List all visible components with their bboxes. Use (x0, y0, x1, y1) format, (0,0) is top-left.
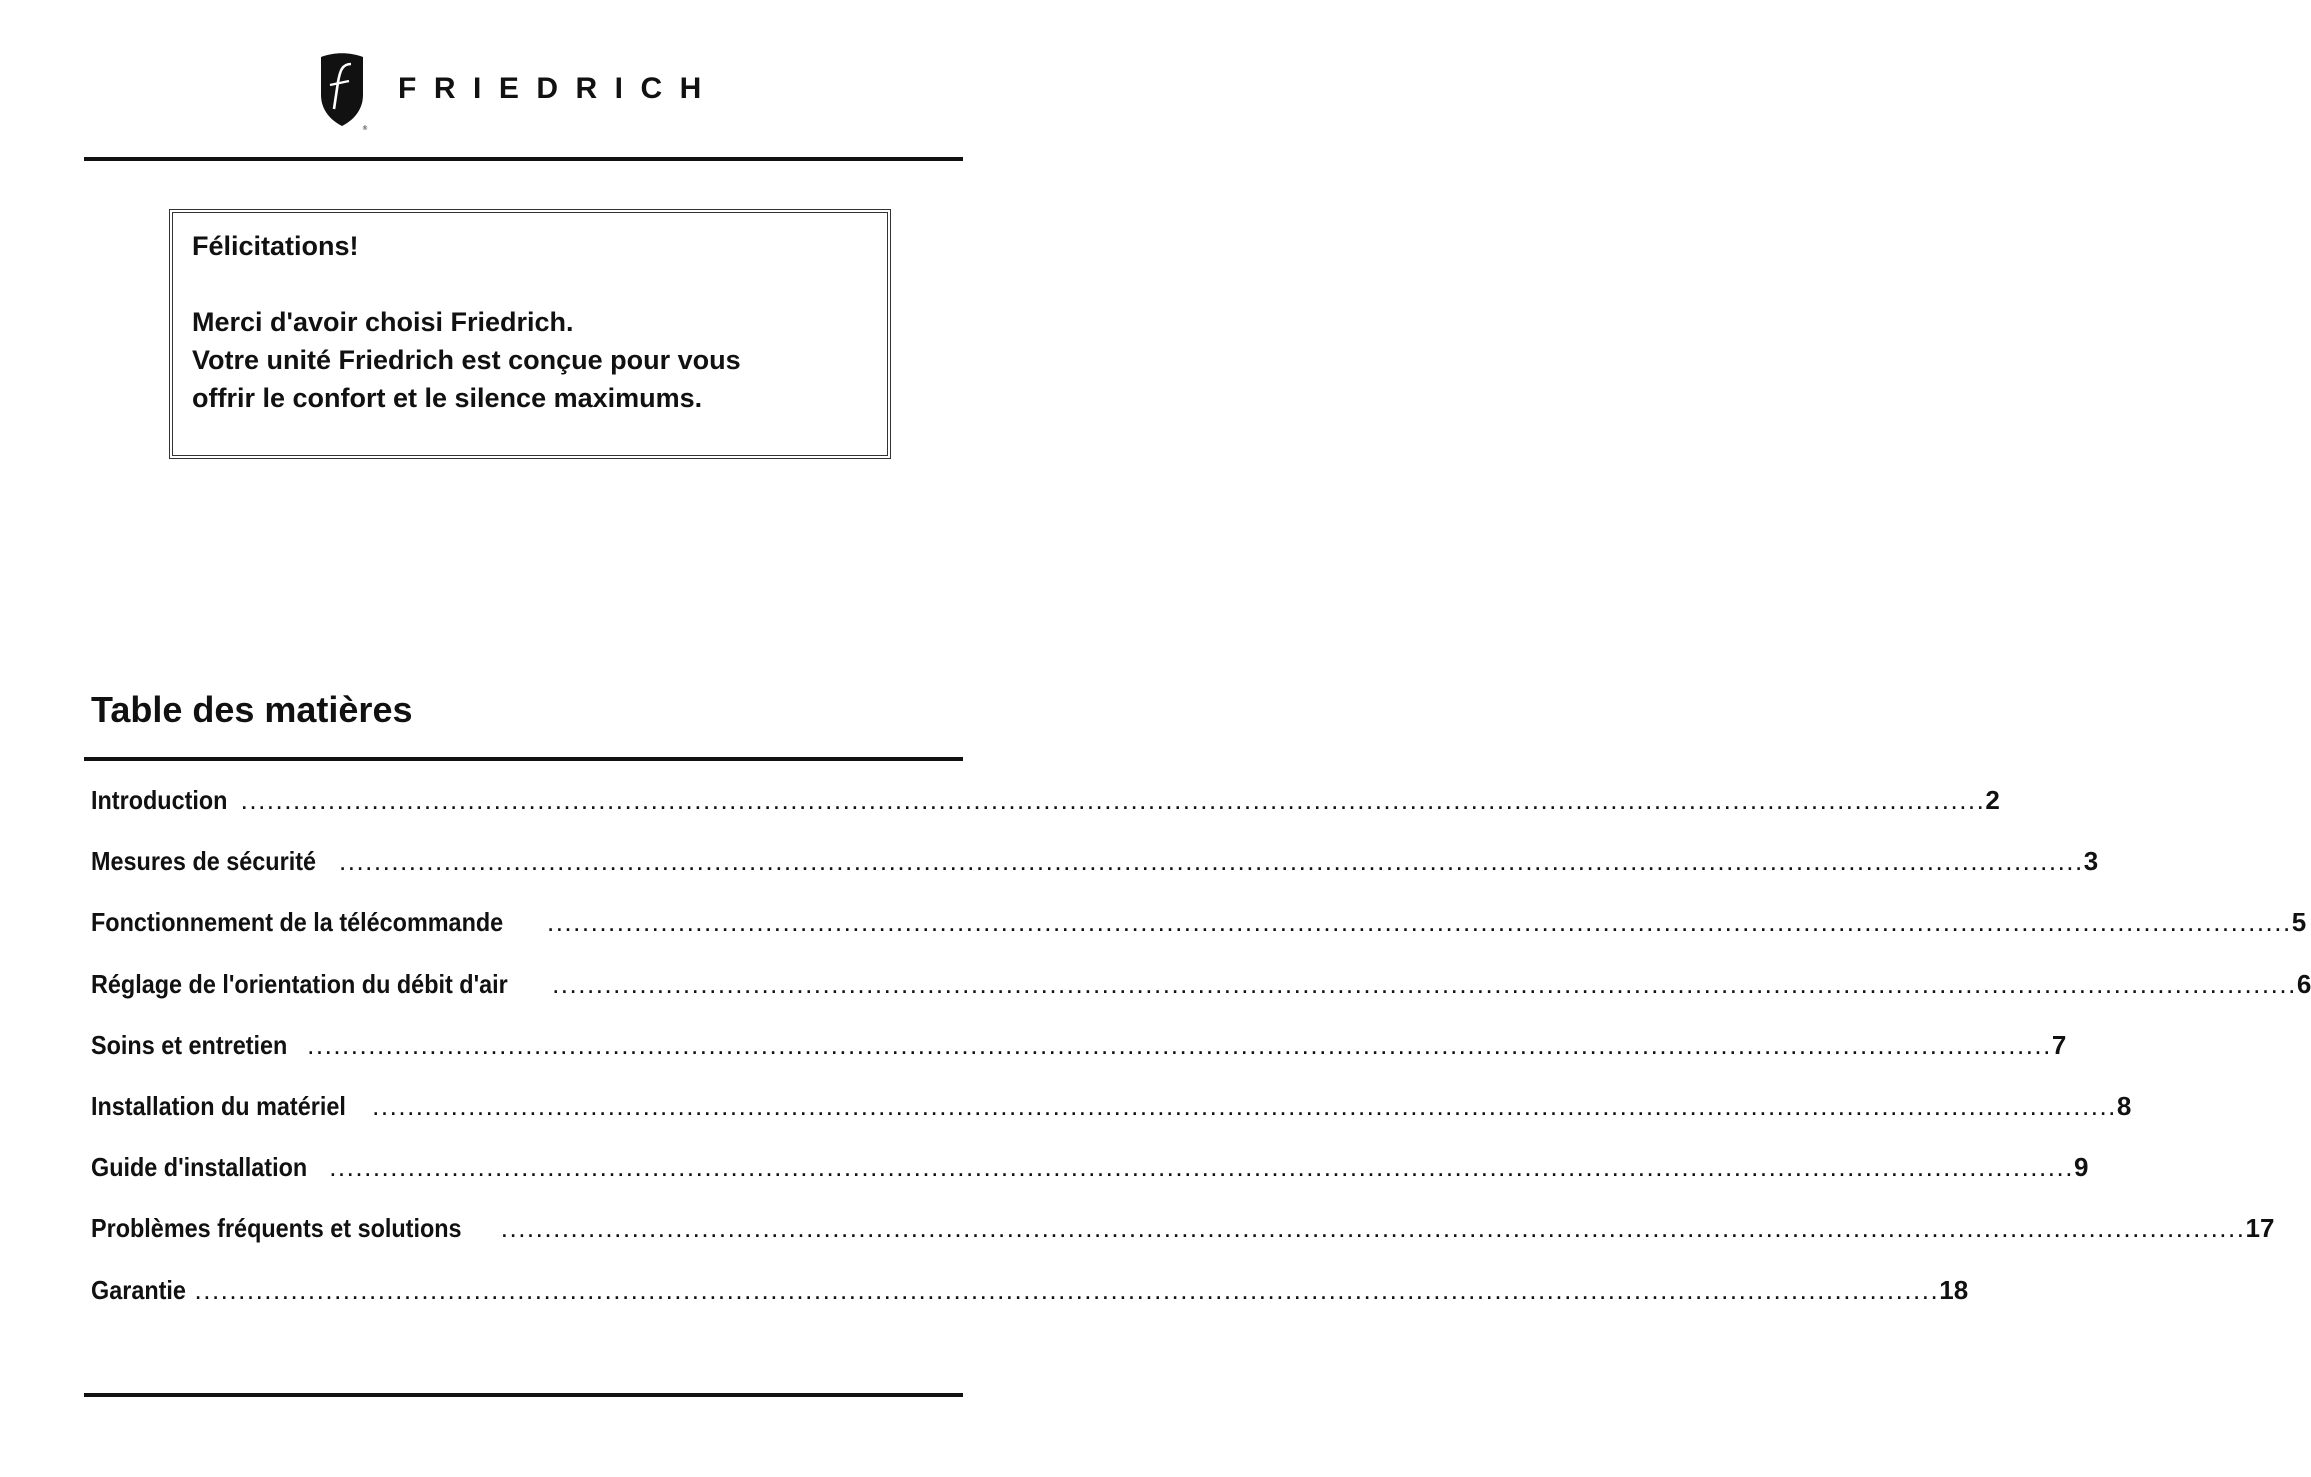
toc-item-care[interactable] (91, 1026, 2067, 1087)
footer-divider (84, 1393, 963, 1397)
toc-leader-dots (552, 965, 2297, 1003)
welcome-box (169, 209, 891, 459)
toc-item-introduction[interactable] (91, 781, 2000, 842)
header-divider (84, 157, 963, 161)
welcome-line: offrir le confort et le silence maximums. (192, 383, 703, 413)
toc-item-page: 9 (2073, 1152, 2089, 1183)
brand-name: FRIEDRICH (398, 72, 719, 105)
toc-leader-dots (195, 1271, 1940, 1309)
welcome-box-inner (172, 212, 888, 456)
toc-leader-dots (241, 781, 1986, 819)
toc-item-remote[interactable] (91, 903, 2307, 964)
toc-divider (84, 757, 963, 761)
toc-item-label: Réglage de l'orientation du débit d'air (91, 968, 508, 999)
toc-item-airflow[interactable] (91, 965, 2311, 1026)
toc-item-page: 8 (2116, 1090, 2132, 1121)
toc-item-install-guide[interactable] (91, 1148, 2089, 1209)
toc-item-label: Problèmes fréquents et solutions (91, 1213, 462, 1244)
toc-item-label: Installation du matériel (91, 1090, 346, 1121)
toc-leader-dots (547, 903, 2292, 941)
toc-leader-dots (501, 1209, 2246, 1247)
toc-item-label: Soins et entretien (91, 1029, 288, 1060)
toc-item-page: 6 (2296, 968, 2311, 999)
toc-item-label: Garantie (91, 1274, 186, 1305)
toc-leader-dots (339, 842, 2084, 880)
welcome-line: Votre unité Friedrich est conçue pour vous (192, 345, 741, 375)
registered-mark: ® (362, 125, 368, 132)
toc-item-label: Mesures de sécurité (91, 846, 317, 877)
toc-item-page: 5 (2291, 907, 2307, 938)
welcome-message (192, 303, 887, 417)
toc-item-label: Introduction (91, 785, 228, 815)
toc-leader-dots (307, 1026, 2052, 1064)
toc-item-page: 17 (2245, 1213, 2275, 1244)
welcome-line: Merci d'avoir choisi Friedrich. (192, 307, 574, 337)
toc-item-hardware[interactable] (91, 1087, 2132, 1148)
toc-title: Table des matières (91, 689, 413, 730)
welcome-heading: Félicitations! (192, 231, 359, 261)
toc-item-label: Guide d'installation (91, 1152, 308, 1183)
toc-item-warranty[interactable] (91, 1271, 1969, 1332)
toc-item-label: Fonctionnement de la télécommande (91, 907, 504, 938)
toc-leader-dots (372, 1087, 2117, 1125)
toc-item-troubleshooting[interactable] (91, 1209, 2275, 1270)
toc-list (91, 781, 2311, 1332)
toc-item-page: 3 (2083, 846, 2099, 877)
toc-leader-dots (329, 1148, 2074, 1186)
toc-item-safety[interactable] (91, 842, 2099, 903)
friedrich-logo-icon (318, 51, 366, 131)
toc-item-page: 2 (1985, 785, 2000, 815)
toc-item-page: 7 (2051, 1029, 2067, 1060)
toc-item-page: 18 (1939, 1274, 1969, 1305)
